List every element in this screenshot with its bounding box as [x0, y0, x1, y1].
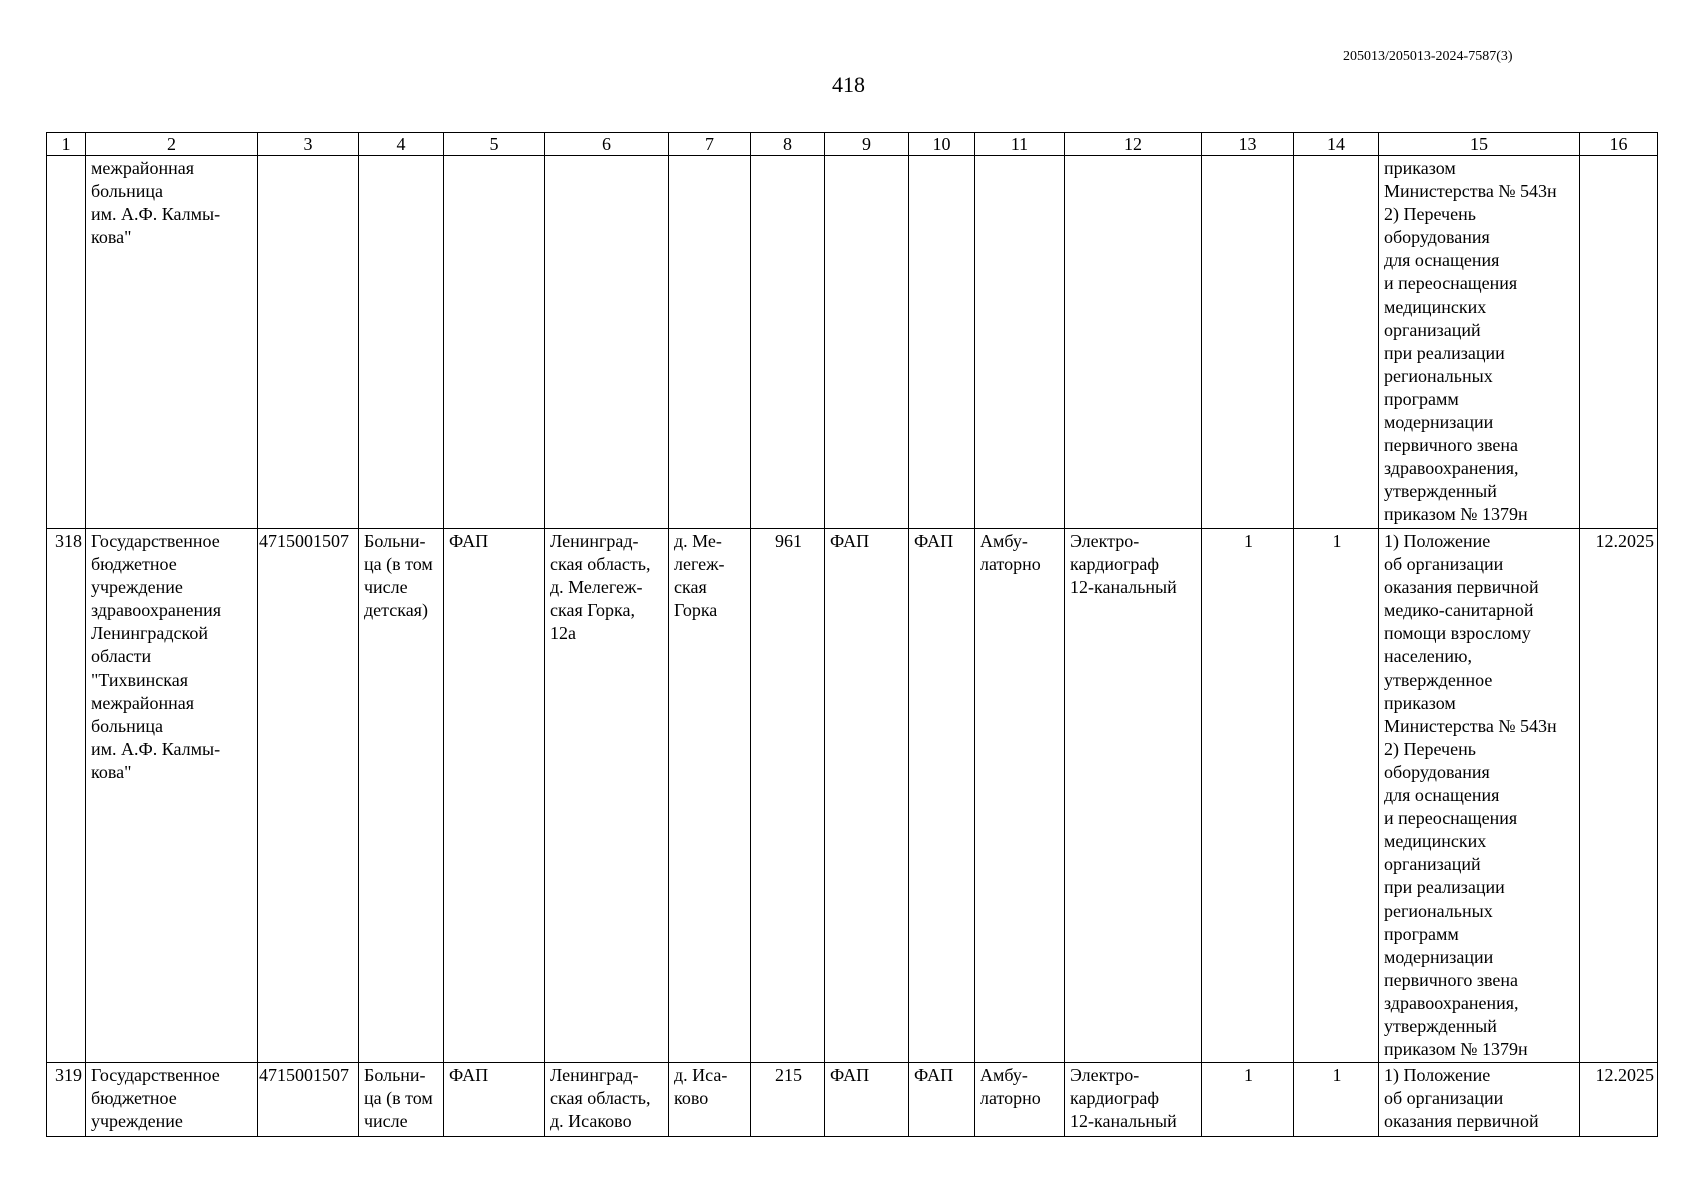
- cell-col13: [1202, 156, 1294, 529]
- cell-address: [545, 156, 669, 529]
- column-header: 16: [1580, 133, 1658, 156]
- cell-text-line: больница: [91, 181, 163, 202]
- cell-text-line: Амбу-: [980, 531, 1028, 551]
- document-id: 205013/205013-2024-7587(3): [1343, 49, 1513, 64]
- cell-text-line: об организации: [1384, 554, 1504, 575]
- cell-number: 318: [47, 529, 86, 1063]
- cell-text-line: организаций: [1384, 319, 1481, 340]
- cell-equipment: [1065, 156, 1202, 529]
- column-header: 7: [669, 133, 751, 156]
- cell-text-line: медицинских: [1384, 296, 1487, 317]
- cell-text-line: Электро-: [1070, 531, 1140, 551]
- register-table: [46, 132, 1658, 1137]
- cell-care: [975, 529, 1065, 1063]
- cell-basis: [1379, 1063, 1580, 1137]
- cell-type: [359, 529, 444, 1063]
- column-header: 10: [909, 133, 975, 156]
- cell-text-line: Амбу-: [980, 1065, 1028, 1085]
- cell-text-line: 12а: [550, 623, 576, 644]
- table-row-continued: [47, 156, 1658, 529]
- cell-text-line: утвержденный: [1384, 1015, 1497, 1036]
- table-row: [47, 529, 1658, 1063]
- cell-text-line: утвержденный: [1384, 481, 1497, 502]
- cell-equipment: [1065, 529, 1202, 1063]
- cell-text-line: здравоохранения,: [1384, 458, 1519, 479]
- cell-number: 319: [47, 1063, 86, 1137]
- cell-text-line: утвержденное: [1384, 669, 1493, 690]
- cell-text-line: им. А.Ф. Калмы-: [91, 204, 221, 225]
- cell-text-line: и переоснащения: [1384, 808, 1518, 829]
- cell-inn: 4715001507: [258, 1063, 359, 1137]
- cell-text-line: при реализации: [1384, 342, 1505, 363]
- cell-text-line: программ: [1384, 923, 1459, 944]
- cell-text-line: учреждение: [91, 577, 183, 598]
- column-header: 6: [545, 133, 669, 156]
- cell-text-line: области: [91, 646, 152, 667]
- cell-unit: [444, 156, 545, 529]
- cell-text-line: приказом: [1384, 692, 1456, 713]
- cell-unit: ФАП: [444, 529, 545, 1063]
- cell-text-line: латорно: [980, 554, 1041, 575]
- cell-care: [975, 156, 1065, 529]
- column-header: 4: [359, 133, 444, 156]
- cell-text-line: межрайонная: [91, 692, 194, 713]
- cell-text-line: первичного звена: [1384, 435, 1518, 456]
- column-header: 9: [825, 133, 909, 156]
- cell-text-line: модернизации: [1384, 946, 1494, 967]
- cell-text-line: 2) Перечень: [1384, 738, 1476, 759]
- cell-col14: 1: [1294, 529, 1379, 1063]
- column-header: 2: [86, 133, 258, 156]
- cell-date: [1580, 156, 1658, 529]
- cell-text-line: кова": [91, 761, 132, 782]
- cell-text-line: Государственное: [91, 1065, 220, 1085]
- cell-text-line: оказания первичной: [1384, 1111, 1539, 1132]
- cell-organization: [86, 529, 258, 1063]
- cell-text-line: ца (в том: [364, 554, 433, 575]
- cell-text-line: 2) Перечень: [1384, 204, 1476, 225]
- cell-text-line: числе: [364, 577, 408, 598]
- cell-text-line: Министерства № 543н: [1384, 181, 1557, 202]
- cell-text-line: оборудования: [1384, 761, 1490, 782]
- cell-text-line: здравоохранения,: [1384, 992, 1519, 1013]
- cell-equipment: [1065, 1063, 1202, 1137]
- cell-text-line: д. Исаково: [550, 1111, 632, 1132]
- cell-text-line: кова": [91, 227, 132, 248]
- column-header: 5: [444, 133, 545, 156]
- column-header: 11: [975, 133, 1065, 156]
- cell-population: [751, 156, 825, 529]
- cell-text-line: 12-канальный: [1070, 1111, 1177, 1132]
- cell-locality: [669, 529, 751, 1063]
- cell-population: 961: [751, 529, 825, 1063]
- cell-text-line: Больни-: [364, 531, 426, 551]
- cell-type: [359, 156, 444, 529]
- cell-text-line: ца (в том: [364, 1088, 433, 1109]
- cell-text-line: детская): [364, 600, 428, 621]
- cell-text-line: "Тихвинская: [91, 669, 189, 690]
- page-number: 418: [832, 72, 865, 97]
- cell-text-line: здравоохранения: [91, 600, 222, 621]
- cell-col10: ФАП: [909, 1063, 975, 1137]
- cell-text-line: им. А.Ф. Калмы-: [91, 738, 221, 759]
- cell-text-line: учреждение: [91, 1111, 183, 1132]
- cell-type: [359, 1063, 444, 1137]
- cell-text-line: латорно: [980, 1088, 1041, 1109]
- cell-number: [47, 156, 86, 529]
- cell-text-line: программ: [1384, 388, 1459, 409]
- cell-text-line: населению,: [1384, 646, 1473, 667]
- cell-text-line: 12-канальный: [1070, 577, 1177, 598]
- cell-text-line: бюджетное: [91, 554, 177, 575]
- cell-inn: [258, 156, 359, 529]
- cell-col9: [825, 156, 909, 529]
- cell-text-line: ская Горка,: [550, 600, 636, 621]
- cell-text-line: Министерства № 543н: [1384, 715, 1557, 736]
- cell-text-line: 1) Положение: [1384, 1065, 1491, 1085]
- cell-text-line: модернизации: [1384, 412, 1494, 433]
- cell-text-line: для оснащения: [1384, 250, 1500, 271]
- cell-text-line: д. Ме-: [674, 531, 722, 551]
- cell-text-line: помощи взрослому: [1384, 623, 1531, 644]
- column-header: 13: [1202, 133, 1294, 156]
- column-header: 8: [751, 133, 825, 156]
- table-row: [47, 1063, 1658, 1137]
- cell-text-line: 1) Положение: [1384, 531, 1491, 551]
- cell-col13: 1: [1202, 529, 1294, 1063]
- cell-text-line: Горка: [674, 600, 718, 621]
- cell-text-line: об организации: [1384, 1088, 1504, 1109]
- cell-date: 12.2025: [1580, 1063, 1658, 1137]
- cell-text-line: Больни-: [364, 1065, 426, 1085]
- cell-text-line: д. Мелегеж-: [550, 577, 643, 598]
- cell-basis: [1379, 156, 1580, 529]
- cell-text-line: организаций: [1384, 854, 1481, 875]
- cell-text-line: ская область,: [550, 1088, 651, 1109]
- cell-text-line: региональных: [1384, 900, 1493, 921]
- cell-text-line: первичного звена: [1384, 969, 1518, 990]
- column-header: 14: [1294, 133, 1379, 156]
- cell-col13: 1: [1202, 1063, 1294, 1137]
- column-number-row: [47, 133, 1658, 156]
- cell-care: [975, 1063, 1065, 1137]
- cell-unit: ФАП: [444, 1063, 545, 1137]
- cell-col10: ФАП: [909, 529, 975, 1063]
- cell-col10: [909, 156, 975, 529]
- cell-text-line: Ленинград-: [550, 1065, 639, 1085]
- cell-text-line: кардиограф: [1070, 1088, 1160, 1109]
- cell-text-line: медицинских: [1384, 831, 1487, 852]
- cell-address: [545, 529, 669, 1063]
- cell-text-line: для оснащения: [1384, 785, 1500, 806]
- cell-address: [545, 1063, 669, 1137]
- cell-organization: [86, 1063, 258, 1137]
- cell-text-line: приказом: [1384, 158, 1456, 178]
- cell-text-line: Государственное: [91, 531, 220, 551]
- cell-text-line: больница: [91, 715, 163, 736]
- cell-text-line: оказания первичной: [1384, 577, 1539, 598]
- cell-text-line: оборудования: [1384, 227, 1490, 248]
- cell-text-line: при реализации: [1384, 877, 1505, 898]
- cell-organization: [86, 156, 258, 529]
- cell-population: 215: [751, 1063, 825, 1137]
- cell-text-line: и переоснащения: [1384, 273, 1518, 294]
- cell-basis: [1379, 529, 1580, 1063]
- cell-locality: [669, 1063, 751, 1137]
- cell-text-line: приказом № 1379н: [1384, 1039, 1528, 1060]
- cell-text-line: Электро-: [1070, 1065, 1140, 1085]
- cell-text-line: межрайонная: [91, 158, 194, 178]
- cell-locality: [669, 156, 751, 529]
- cell-col9: ФАП: [825, 529, 909, 1063]
- cell-text-line: приказом № 1379н: [1384, 504, 1528, 525]
- cell-col14: 1: [1294, 1063, 1379, 1137]
- cell-text-line: Ленинград-: [550, 531, 639, 551]
- column-header: 15: [1379, 133, 1580, 156]
- cell-text-line: медико-санитарной: [1384, 600, 1534, 621]
- cell-text-line: кардиограф: [1070, 554, 1160, 575]
- cell-inn: 4715001507: [258, 529, 359, 1063]
- column-header: 3: [258, 133, 359, 156]
- cell-col9: ФАП: [825, 1063, 909, 1137]
- cell-text-line: ково: [674, 1088, 709, 1109]
- cell-text-line: д. Иса-: [674, 1065, 728, 1085]
- cell-col14: [1294, 156, 1379, 529]
- cell-text-line: ская область,: [550, 554, 651, 575]
- cell-text-line: числе: [364, 1111, 408, 1132]
- cell-text-line: Ленинградской: [91, 623, 208, 644]
- cell-date: 12.2025: [1580, 529, 1658, 1063]
- cell-text-line: региональных: [1384, 365, 1493, 386]
- cell-text-line: ская: [674, 577, 707, 598]
- column-header: 1: [47, 133, 86, 156]
- cell-text-line: легеж-: [674, 554, 725, 575]
- cell-text-line: бюджетное: [91, 1088, 177, 1109]
- column-header: 12: [1065, 133, 1202, 156]
